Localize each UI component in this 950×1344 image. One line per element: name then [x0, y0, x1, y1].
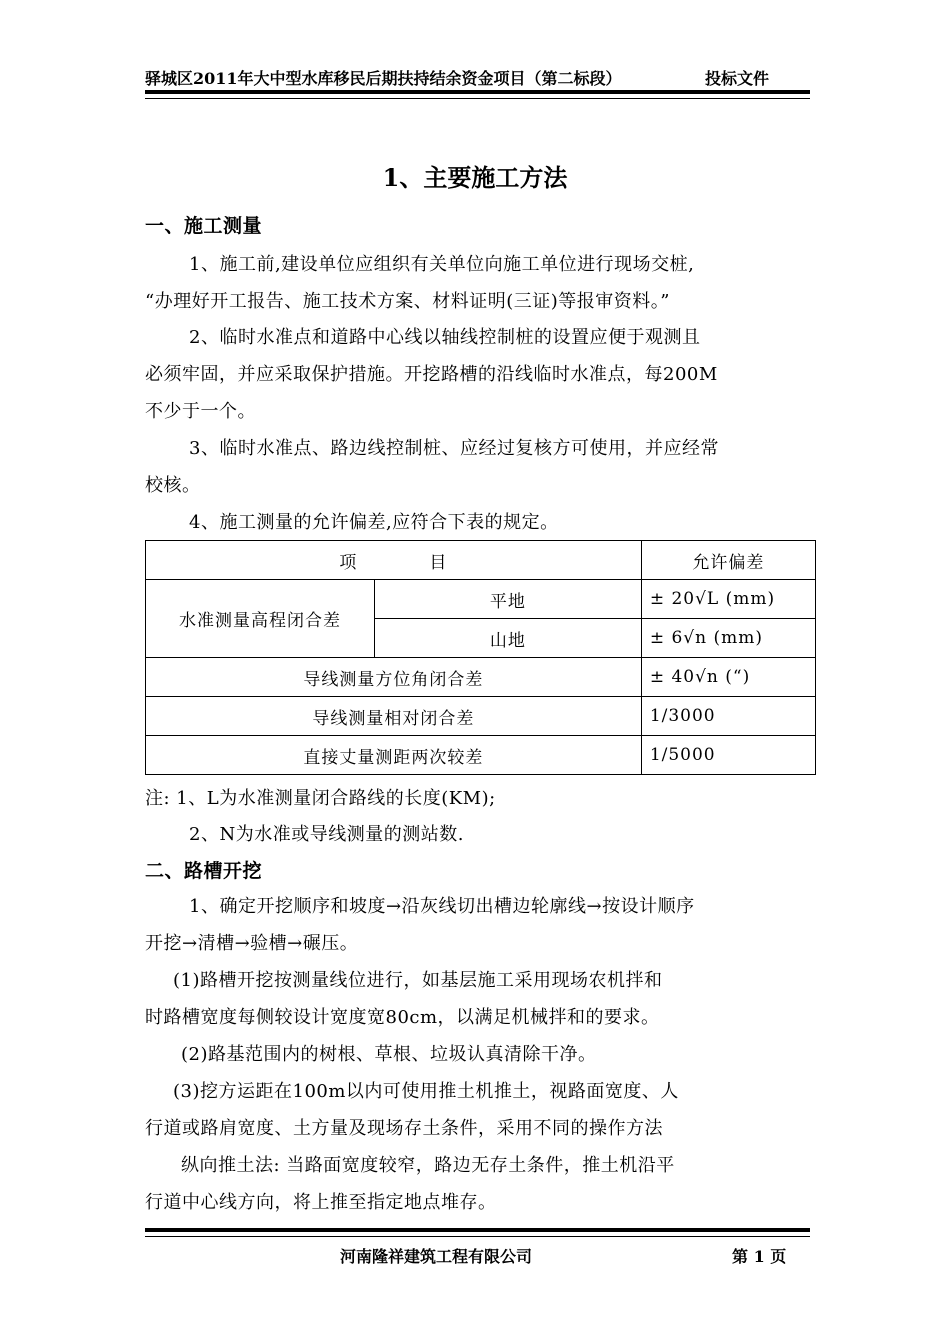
section-heading-excavation: 二、路槽开挖	[145, 860, 263, 882]
paragraph-line: 时路槽宽度每侧较设计宽度宽80cm，以满足机械拌和的要求。	[145, 1007, 660, 1028]
table-cell-value: ± 20√L (mm)	[641, 580, 815, 619]
paragraph-line: 4、施工测量的允许偏差,应符合下表的规定。	[189, 512, 559, 533]
table-cell-value: 1/3000	[641, 697, 815, 736]
table-cell-sub: 平地	[375, 580, 642, 619]
footer-company: 河南隆祥建筑工程有限公司	[340, 1247, 533, 1266]
header-doc-type: 投标文件	[705, 69, 770, 88]
paragraph-line: (1)路槽开挖按测量线位进行，如基层施工采用现场农机拌和	[173, 970, 663, 991]
table-cell-sub: 山地	[375, 619, 642, 658]
table-note: 2、N为水准或导线测量的测站数.	[189, 824, 464, 845]
table-cell-value: 1/5000	[641, 736, 815, 775]
paragraph-line: 3、临时水准点、路边线控制桩、应经过复核方可使用，并应经常	[189, 438, 719, 459]
paragraph-line: 2、临时水准点和道路中心线以轴线控制桩的设置应便于观测且	[189, 327, 701, 348]
paragraph-line: 校核。	[145, 475, 201, 496]
paragraph-line: 开挖→清槽→验槽→碾压。	[145, 933, 359, 954]
footer-rule-thick	[145, 1228, 810, 1232]
footer-page-number: 第 1 页	[732, 1247, 787, 1266]
paragraph-line: (2)路基范围内的树根、草根、垃圾认真清除干净。	[181, 1044, 597, 1065]
section-heading-survey: 一、施工测量	[145, 215, 263, 237]
header-rule-thick	[145, 90, 810, 94]
table-row	[146, 658, 816, 697]
header-project-title: 驿城区2011年大中型水库移民后期扶持结余资金项目（第二标段）	[145, 69, 622, 88]
paragraph-line: 必须牢固，并应采取保护措施。开挖路槽的沿线临时水准点，每200M	[145, 364, 718, 385]
table-header-row	[146, 541, 816, 580]
page-title: 1、主要施工方法	[382, 163, 568, 192]
table-row	[146, 580, 816, 619]
table-note: 注: 1、L为水准测量闭合路线的长度(KM);	[145, 788, 496, 809]
table-cell-label: 直接丈量测距两次较差	[146, 736, 642, 775]
table-cell-value: ± 40√n (“)	[641, 658, 815, 697]
tolerance-table	[145, 540, 816, 775]
table-row	[146, 736, 816, 775]
header-rule-thin	[145, 98, 810, 99]
table-cell-value: ± 6√n (mm)	[641, 619, 815, 658]
page-header	[145, 66, 810, 106]
table-header-tolerance: 允许偏差	[641, 541, 815, 580]
paragraph-line: 1、施工前,建设单位应组织有关单位向施工单位进行现场交桩,	[189, 254, 695, 275]
table-cell-label: 水准测量高程闭合差	[146, 580, 375, 658]
paragraph-line: 不少于一个。	[145, 401, 256, 422]
paragraph-line: 纵向推土法: 当路面宽度较窄，路边无存土条件，推土机沿平	[181, 1155, 675, 1176]
table-row	[146, 697, 816, 736]
footer-rule-thin	[145, 1236, 810, 1237]
paragraph-line: 1、确定开挖顺序和坡度→沿灰线切出槽边轮廓线→按设计顺序	[189, 896, 695, 917]
paragraph-line: 行道或路肩宽度、土方量及现场存土条件，采用不同的操作方法	[145, 1118, 663, 1139]
paragraph-line: 行道中心线方向，将上推至指定地点堆存。	[145, 1192, 497, 1213]
paragraph-line: “办理好开工报告、施工技术方案、材料证明(三证)等报审资料。”	[145, 291, 670, 312]
table-cell-label: 导线测量方位角闭合差	[146, 658, 642, 697]
table-cell-label: 导线测量相对闭合差	[146, 697, 642, 736]
table-header-item: 项 目	[146, 541, 642, 580]
paragraph-line: (3)挖方运距在100m以内可使用推土机推土，视路面宽度、人	[173, 1081, 679, 1102]
